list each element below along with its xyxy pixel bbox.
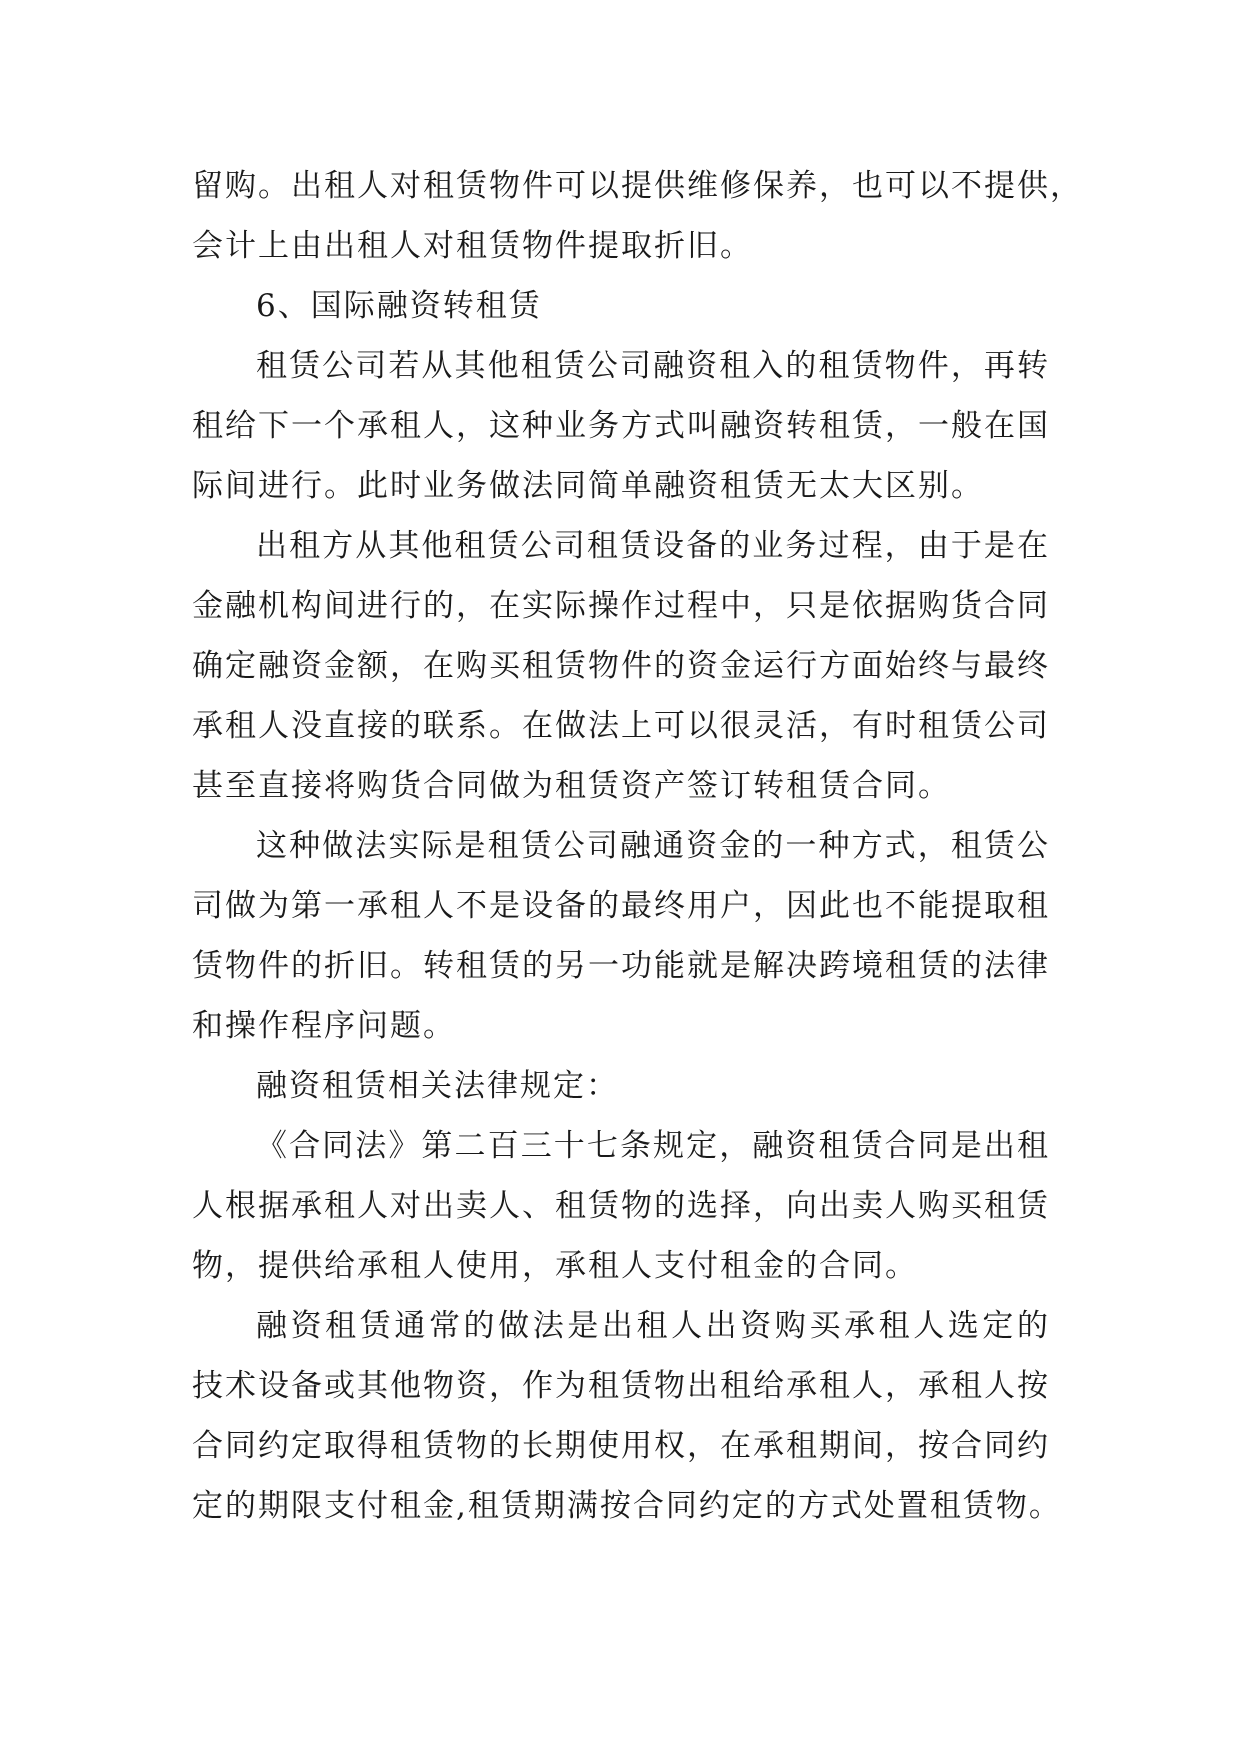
- text-line: 司做为第一承租人不是设备的最终用户，因此也不能提取租: [192, 888, 1050, 924]
- text-line: 这种做法实际是租赁公司融通资金的一种方式，租赁公: [256, 828, 1050, 864]
- text-line: 际间进行。此时业务做法同简单融资租赁无太大区别。: [192, 468, 984, 504]
- text-line: 定的期限支付租金,租赁期满按合同约定的方式处置租赁物。: [192, 1488, 1062, 1524]
- text-line: 《合同法》第二百三十七条规定，融资租赁合同是出租: [256, 1128, 1050, 1164]
- text-line: 合同约定取得租赁物的长期使用权，在承租期间，按合同约: [192, 1428, 1050, 1464]
- text-line: 技术设备或其他物资，作为租赁物出租给承租人，承租人按: [192, 1368, 1050, 1404]
- text-line: 物，提供给承租人使用，承租人支付租金的合同。: [192, 1248, 918, 1284]
- text-line: 融资租赁通常的做法是出租人出资购买承租人选定的: [256, 1308, 1050, 1344]
- section-heading: 6、国际融资转租赁: [256, 288, 542, 324]
- section-heading: 融资租赁相关法律规定：: [256, 1068, 619, 1104]
- text-line: 租赁公司若从其他租赁公司融资租入的租赁物件，再转: [256, 348, 1050, 384]
- text-line: 留购。出租人对租赁物件可以提供维修保养，也可以不提供，: [192, 168, 1083, 204]
- text-line: 承租人没直接的联系。在做法上可以很灵活，有时租赁公司: [192, 708, 1050, 744]
- text-line: 确定融资金额，在购买租赁物件的资金运行方面始终与最终: [192, 648, 1050, 684]
- text-line: 出租方从其他租赁公司租赁设备的业务过程，由于是在: [256, 528, 1050, 564]
- text-line: 租给下一个承租人，这种业务方式叫融资转租赁，一般在国: [192, 408, 1050, 444]
- document-page: [192, 156, 1083, 1536]
- text-line: 会计上由出租人对租赁物件提取折旧。: [192, 228, 753, 264]
- text-line: 赁物件的折旧。转租赁的另一功能就是解决跨境租赁的法律: [192, 948, 1050, 984]
- text-line: 人根据承租人对出卖人、租赁物的选择，向出卖人购买租赁: [192, 1188, 1050, 1224]
- text-line: 和操作程序问题。: [192, 1008, 456, 1044]
- text-line: 甚至直接将购货合同做为租赁资产签订转租赁合同。: [192, 768, 951, 804]
- text-line: 金融机构间进行的，在实际操作过程中，只是依据购货合同: [192, 588, 1050, 624]
